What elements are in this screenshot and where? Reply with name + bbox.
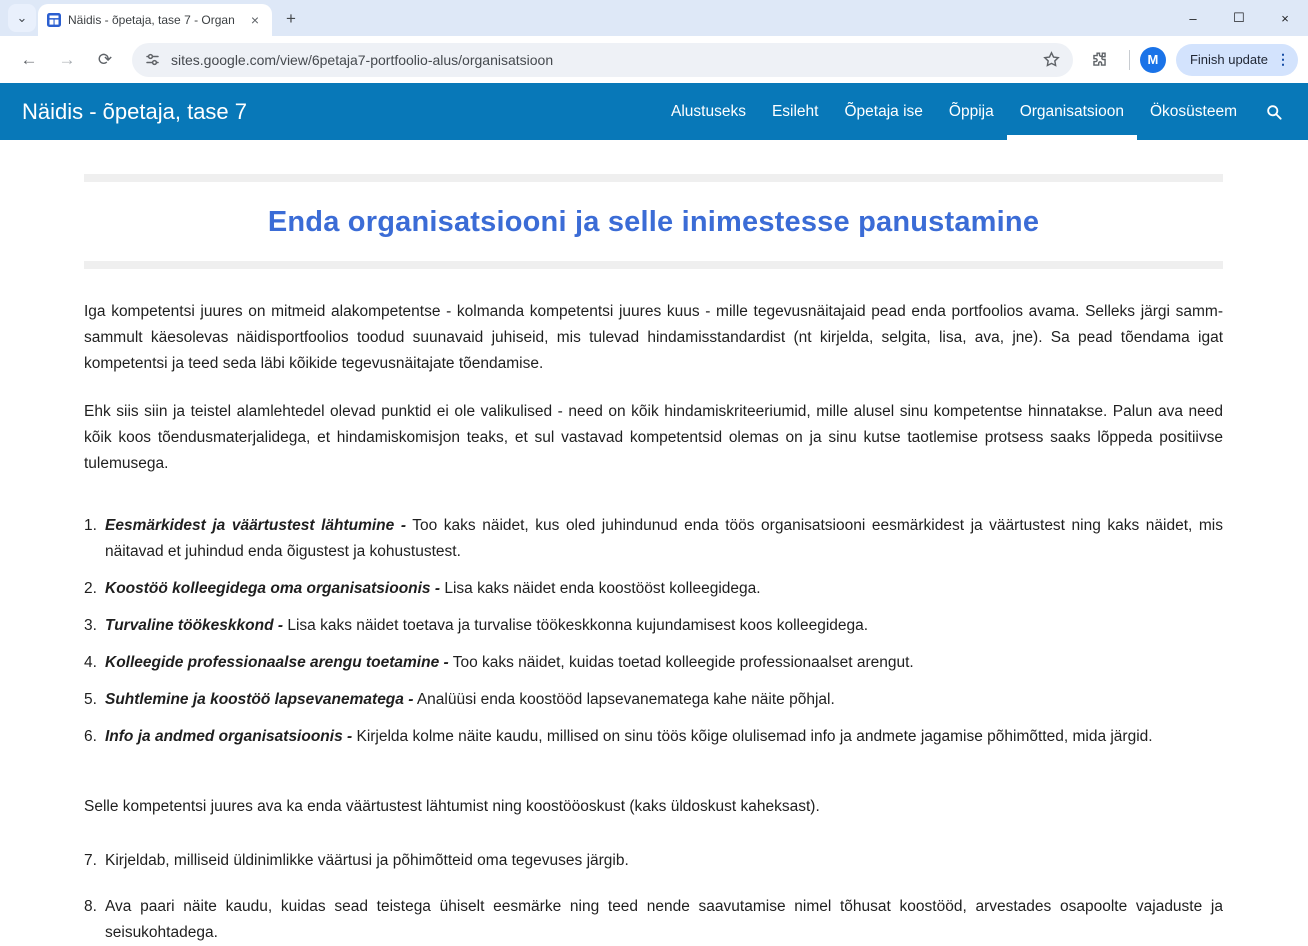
list-item bbox=[84, 513, 1223, 565]
window-controls bbox=[1170, 0, 1308, 36]
list-item-text: Kirjelda kolme näite kaudu, millised on sinu töös kõige olulisemad info ja andmete jagamise põhimõtted, mida järgid. bbox=[356, 728, 1153, 745]
site-title[interactable]: Näidis - õpetaja, tase 7 bbox=[22, 98, 248, 124]
browser-tab[interactable] bbox=[38, 4, 272, 36]
address-bar[interactable] bbox=[132, 43, 1073, 77]
close-button[interactable]: × bbox=[1281, 10, 1289, 26]
site-search-button[interactable] bbox=[1250, 83, 1298, 140]
list-item-text: Too kaks näidet, kus oled juhindunud enda töös organisatsiooni eesmärkidest ja väärtustest ning kaks näidet, mis näitavad et juhindud enda õigustest ja kohustustest. bbox=[105, 517, 1223, 560]
finish-update-button[interactable] bbox=[1176, 44, 1298, 76]
tab-close-icon[interactable]: × bbox=[250, 12, 260, 28]
list-item-lead: Turvaline töökeskkond - bbox=[105, 617, 284, 634]
list-item-text: Kirjeldab, milliseid üldinimlikke väärtusi ja põhimõtteid oma tegevuses järgib. bbox=[105, 852, 629, 869]
list-item bbox=[84, 724, 1223, 750]
list-item-text: Analüüsi enda koostööd lapsevanematega kahe näite põhjal. bbox=[416, 691, 835, 708]
nav-label: Õpetaja ise bbox=[844, 102, 923, 120]
list-item-text: Lisa kaks näidet toetava ja turvalise töökeskkonna kujundamisest koos kolleegidega. bbox=[287, 617, 869, 634]
chevron-down-icon: ⌄ bbox=[16, 10, 28, 25]
list-item bbox=[84, 613, 1223, 639]
url-text[interactable]: sites.google.com/view/6petaja7-portfoolio-alus/organisatsioon bbox=[171, 51, 554, 68]
plus-icon: + bbox=[286, 9, 296, 28]
nav-label: Ökosüsteem bbox=[1149, 102, 1237, 120]
page-title: Enda organisatsiooni ja selle inimestesse panustamine bbox=[267, 206, 1040, 238]
nav-label: Esileht bbox=[771, 102, 819, 120]
nav-item-okosusteem[interactable] bbox=[1137, 83, 1250, 140]
list-item bbox=[84, 687, 1223, 713]
profile-avatar[interactable]: M bbox=[1140, 47, 1166, 73]
list-item-text: Too kaks näidet, kuidas toetad kolleegide professionaalset arengut. bbox=[452, 654, 914, 671]
intro-paragraph-2: Ehk siis siin ja teistel alamlehtedel olevad punktid ei ole valikulised - need on kõik hindamiskriteeriumid, mille alusel sinu kompetentse hinnatakse. Palun ava need kõik koos tõendusmaterjalidega, et hindamiskomisjon teaks, et sul vastavad kompetentsid olemas on ja sinu kutse taotlemise protsess saaks lõppeda positiivse tulemusega. bbox=[84, 403, 1223, 472]
toolbar-divider bbox=[1129, 50, 1130, 70]
nav-label: Alustuseks bbox=[671, 102, 746, 120]
search-icon bbox=[1264, 102, 1284, 122]
list-item bbox=[84, 848, 1223, 874]
list-item-lead: Kolleegide professionaalse arengu toetamine - bbox=[105, 654, 449, 671]
new-tab-button[interactable] bbox=[278, 6, 304, 32]
site-navigation bbox=[658, 83, 1308, 140]
general-skills-paragraph: Selle kompetentsi juures ava ka enda väärtustest lähtumist ning koostööoskust (kaks üldoskust kaheksast). bbox=[84, 798, 820, 815]
tab-search-button[interactable] bbox=[8, 4, 36, 32]
nav-item-oppija[interactable] bbox=[936, 83, 1007, 140]
site-info-tune-icon[interactable] bbox=[144, 51, 161, 68]
minimize-button[interactable]: – bbox=[1189, 10, 1197, 26]
site-header bbox=[0, 83, 1308, 140]
list-item-text: Lisa kaks näidet enda koostööst kolleegidega. bbox=[444, 580, 761, 597]
kebab-menu-icon[interactable]: ⋮ bbox=[1276, 51, 1290, 67]
browser-tab-strip bbox=[0, 0, 1308, 36]
finish-update-label: Finish update bbox=[1189, 52, 1268, 67]
nav-label: Organisatsioon bbox=[1019, 102, 1124, 120]
section-divider-top bbox=[84, 174, 1223, 182]
list-item-text: Ava paari näite kaudu, kuidas sead teistega ühiselt eesmärke ning teed nende saavutamise nimel tõhusat koostööd, arvestades osapoolte vajaduste ja seisukohtadega. bbox=[105, 898, 1223, 941]
list-item-lead: Koostöö kolleegidega oma organisatsioonis - bbox=[105, 580, 441, 597]
nav-label: Õppija bbox=[948, 102, 994, 120]
back-button[interactable]: ← bbox=[20, 49, 38, 69]
list-item-lead: Eesmärkidest ja väärtustest lähtumine - bbox=[105, 517, 406, 534]
main-content bbox=[0, 174, 1308, 946]
bookmark-star-icon[interactable] bbox=[1042, 50, 1061, 69]
section-divider-bottom bbox=[84, 261, 1223, 269]
tab-title: Näidis - õpetaja, tase 7 - Organ bbox=[68, 13, 235, 27]
toolbar-right-cluster bbox=[1081, 44, 1298, 76]
forward-button[interactable]: → bbox=[58, 49, 76, 69]
nav-item-organisatsioon[interactable] bbox=[1007, 83, 1137, 140]
nav-item-alustuseks[interactable] bbox=[658, 83, 759, 140]
nav-item-esileht[interactable] bbox=[759, 83, 832, 140]
browser-toolbar bbox=[0, 36, 1308, 83]
list-item bbox=[84, 650, 1223, 676]
nav-item-opetaja-ise[interactable] bbox=[831, 83, 935, 140]
list-item bbox=[84, 576, 1223, 602]
google-sites-favicon-icon bbox=[46, 12, 62, 28]
list-item-lead: Info ja andmed organisatsioonis - bbox=[105, 728, 353, 745]
list-item bbox=[84, 894, 1223, 946]
competency-list bbox=[84, 513, 1223, 750]
extensions-puzzle-icon[interactable] bbox=[1084, 44, 1116, 76]
reload-button[interactable]: ⟳ bbox=[97, 49, 113, 69]
intro-paragraph-1: Iga kompetentsi juures on mitmeid alakompetentse - kolmanda kompetentsi juures kuus - mille tegevusnäitajaid pead enda portfoolios avama. Selleks järgi samm-sammult käesolevas näidisportfoolios toodud suunavaid juhiseid, mis tulevad hindamisstandardist (nt kirjelda, selgita, lisa, ava, jne). Sa pead tõendama igat kompetentsi ja teed seda läbi kõikide tegevusnäitajate tõendamise. bbox=[84, 303, 1223, 372]
general-skills-list bbox=[84, 848, 1223, 946]
list-item-lead: Suhtlemine ja koostöö lapsevanematega - bbox=[105, 691, 414, 708]
maximize-button[interactable]: ☐ bbox=[1233, 10, 1245, 25]
